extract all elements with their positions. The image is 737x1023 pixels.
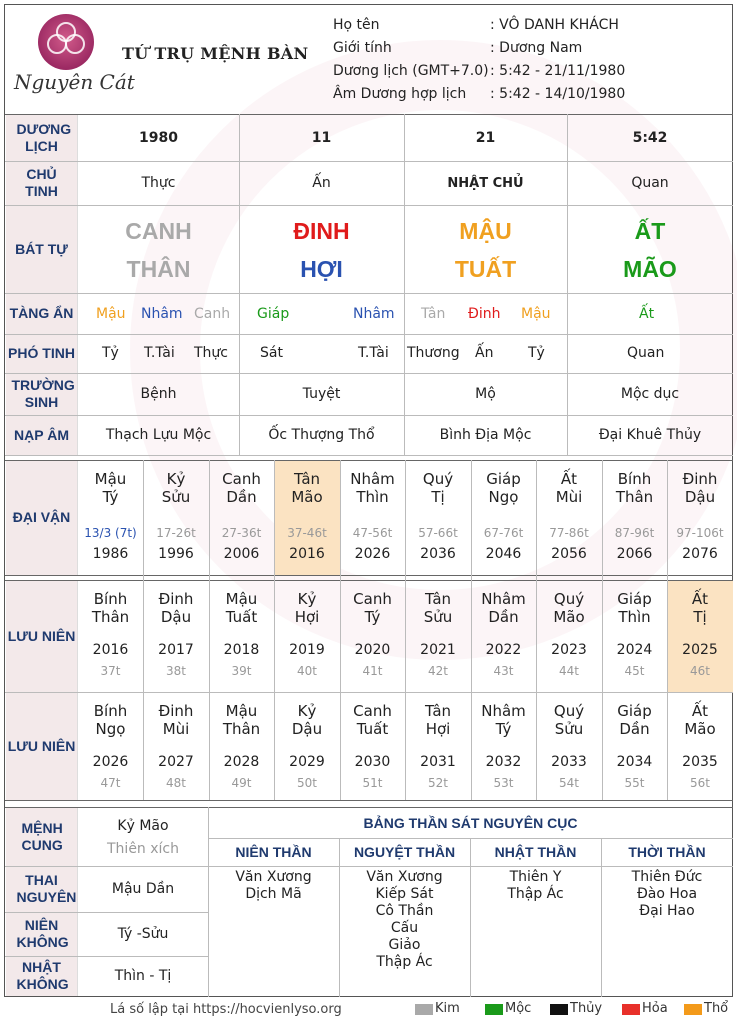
label-nien-khong: NIÊN KHÔNG xyxy=(6,912,78,956)
luu-nien-1-ganzhi xyxy=(340,590,405,626)
truong-sinh-month: Tuyệt xyxy=(302,386,341,402)
luu-nien-2-age: 47t xyxy=(100,776,121,790)
luu-nien-1-year: 2018 xyxy=(223,642,260,658)
luu-nien-1-age: 44t xyxy=(559,664,579,678)
luu-nien-1-year: 2021 xyxy=(420,642,456,658)
chi-label: Dậu xyxy=(160,608,192,626)
list-item: Cô Thần xyxy=(375,903,434,919)
luu-nien-1-age: 43t xyxy=(493,664,514,678)
chi-label: Tý xyxy=(495,720,512,738)
nhat-khong-value: Thìn - Tị xyxy=(114,968,172,984)
bat-tu-year-can: CANH xyxy=(125,218,192,244)
bat-tu-month-can: ĐINH xyxy=(293,218,350,244)
dai-van-ganzhi xyxy=(209,470,274,506)
luu-nien-1-ganzhi xyxy=(209,590,274,626)
label-chu-tinh: CHỦ TINH xyxy=(6,161,78,205)
luu-nien-2-age: 54t xyxy=(559,776,579,790)
luu-nien-2-ganzhi xyxy=(602,702,667,738)
solar-day: 21 xyxy=(475,130,496,146)
pho-tinh-year-2: T.Tài xyxy=(144,345,175,361)
list-item: Kiếp Sát xyxy=(375,886,434,902)
bat-tu-hour-can: ẤT xyxy=(634,218,666,244)
chi-label: Thân xyxy=(615,488,654,506)
dai-van-ganzhi xyxy=(274,470,340,506)
brand-logo-icon xyxy=(38,14,94,70)
dai-van-ganzhi xyxy=(602,470,667,506)
can-label: Nhâm xyxy=(481,590,526,608)
solar-year: 1980 xyxy=(139,130,178,146)
label-pho-tinh: PHÓ TINH xyxy=(6,334,78,373)
pho-tinh-day-1: Thương xyxy=(407,345,460,361)
solar-hour: 5:42 xyxy=(632,130,668,146)
can-label: Nhâm xyxy=(350,470,395,488)
list-item: Thập Ác xyxy=(507,886,564,902)
chu-tinh-hour: Quan xyxy=(631,175,669,191)
can-label: Canh xyxy=(353,590,392,608)
luu-nien-1-year: 2019 xyxy=(289,642,325,658)
nien-than-header: NIÊN THẦN xyxy=(235,844,312,860)
can-label: Giáp xyxy=(486,470,521,488)
can-label: Ất xyxy=(691,590,709,608)
bat-tu-day-chi: TUẤT xyxy=(454,256,517,282)
label-luu-nien-1: LƯU NIÊN xyxy=(6,580,78,692)
luu-nien-2-ganzhi xyxy=(405,702,471,738)
legend-swatch xyxy=(684,1004,702,1015)
info-value-lunar: : 5:42 - 14/10/1980 xyxy=(490,86,626,102)
tang-an-year-2: Nhâm xyxy=(141,306,183,322)
chi-label: Thân xyxy=(91,608,130,626)
pho-tinh-month-1: Sát xyxy=(260,345,283,361)
info-value-solar: : 5:42 - 21/11/1980 xyxy=(490,63,626,79)
luu-nien-1-year: 2016 xyxy=(92,642,129,658)
label-nap-am: NẠP ÂM xyxy=(6,415,78,455)
dai-van-ganzhi xyxy=(471,470,536,506)
dai-van-year: 1996 xyxy=(158,546,194,562)
chi-label: Mão xyxy=(553,608,585,626)
can-label: Bính xyxy=(93,702,128,720)
chu-tinh-day: NHẬT CHỦ xyxy=(447,175,524,191)
can-label: Kỷ xyxy=(297,702,317,720)
luu-nien-1-ganzhi xyxy=(536,590,602,626)
tang-an-month-2: Nhâm xyxy=(353,306,395,322)
label-nhat-khong: NHẬT KHÔNG xyxy=(6,956,78,996)
dai-van-year: 2076 xyxy=(682,546,718,562)
legend-swatch xyxy=(622,1004,640,1015)
info-label-name: Họ tên xyxy=(333,17,380,33)
luu-nien-2-year: 2033 xyxy=(551,754,587,770)
nap-am-day: Bình Địa Mộc xyxy=(439,427,532,443)
dai-van-range: 57-66t xyxy=(418,526,458,540)
luu-nien-1-age: 37t xyxy=(100,664,121,678)
chi-label: Dần xyxy=(619,720,650,738)
luu-nien-1-year: 2020 xyxy=(354,642,391,658)
luu-nien-2-age: 56t xyxy=(690,776,710,790)
tang-an-day-2: Đinh xyxy=(468,306,501,322)
chi-label: Ngọ xyxy=(95,720,126,738)
thoi-than-header: THỜI THẦN xyxy=(628,844,706,860)
list-item: Văn Xương xyxy=(235,869,312,885)
luu-nien-1-age: 42t xyxy=(428,664,448,678)
luu-nien-1-year: 2017 xyxy=(158,642,194,658)
list-item: Cấu xyxy=(390,920,419,936)
nguyet-than-header: NGUYỆT THẦN xyxy=(353,844,456,860)
legend-label: Hỏa xyxy=(642,1001,668,1016)
luu-nien-2-year: 2026 xyxy=(92,754,129,770)
dai-van-year: 2036 xyxy=(420,546,456,562)
luu-nien-2-year: 2027 xyxy=(158,754,194,770)
pho-tinh-day-2: Ấn xyxy=(475,345,494,361)
dai-van-year: 2026 xyxy=(354,546,391,562)
chi-label: Mão xyxy=(291,488,323,506)
list-item: Đào Hoa xyxy=(636,886,698,902)
list-item: Văn Xương xyxy=(366,869,443,885)
luu-nien-2-ganzhi xyxy=(78,702,143,738)
list-item: Giảo xyxy=(388,937,421,953)
label-truong-sinh: TRƯỜNG SINH xyxy=(6,373,78,415)
info-label-lunar: Âm Dương hợp lịch xyxy=(333,86,467,102)
chu-tinh-month: Ấn xyxy=(312,175,331,191)
chi-label: Hợi xyxy=(425,720,451,738)
nhat-than-header: NHẬT THẦN xyxy=(494,844,577,860)
can-label: Canh xyxy=(353,702,392,720)
truong-sinh-hour: Mộc dục xyxy=(620,386,680,402)
list-item: Thập Ác xyxy=(376,954,433,970)
dai-van-ganzhi xyxy=(536,470,602,506)
luu-nien-2-year: 2034 xyxy=(616,754,653,770)
chi-label: Mùi xyxy=(555,488,583,506)
luu-nien-1-year: 2023 xyxy=(551,642,587,658)
chu-tinh-year: Thực xyxy=(141,175,176,191)
luu-nien-1-ganzhi xyxy=(78,590,143,626)
dai-van-range: 77-86t xyxy=(549,526,589,540)
tang-an-month-1: Giáp xyxy=(257,306,290,322)
can-label: Giáp xyxy=(617,702,652,720)
can-label: Nhâm xyxy=(481,702,526,720)
pho-tinh-year-1: Tỷ xyxy=(102,345,119,361)
bat-tu-month xyxy=(239,210,404,290)
luu-nien-2-ganzhi xyxy=(209,702,274,738)
luu-nien-2-age: 52t xyxy=(428,776,448,790)
tang-an-year-1: Mậu xyxy=(96,306,126,322)
luu-nien-2-ganzhi xyxy=(536,702,602,738)
luu-nien-1-age: 38t xyxy=(166,664,186,678)
chi-label: Tị xyxy=(693,608,707,626)
bat-tu-day xyxy=(404,210,567,290)
chi-label: Mão xyxy=(684,720,716,738)
can-label: Canh xyxy=(222,470,261,488)
tang-an-day-1: Tân xyxy=(421,306,446,322)
thoi-than-list xyxy=(601,869,733,920)
dai-van-range: 17-26t xyxy=(156,526,196,540)
truong-sinh-year: Bệnh xyxy=(140,386,177,402)
info-label-gender: Giới tính xyxy=(333,40,392,56)
luu-nien-2-year: 2032 xyxy=(485,754,522,770)
luu-nien-2-year: 2029 xyxy=(289,754,325,770)
dai-van-range: 67-76t xyxy=(483,526,524,540)
legend-swatch xyxy=(550,1004,568,1015)
solar-month: 11 xyxy=(311,130,332,146)
luu-nien-1-ganzhi xyxy=(143,590,209,626)
label-duong-lich: DƯƠNG LỊCH xyxy=(6,115,78,161)
info-label-solar: Dương lịch (GMT+7.0) xyxy=(333,63,489,79)
nhat-than-list xyxy=(470,869,601,903)
nien-khong-value: Tý -Sửu xyxy=(117,926,169,942)
luu-nien-2-ganzhi xyxy=(471,702,536,738)
luu-nien-2-ganzhi xyxy=(143,702,209,738)
dai-van-range: 37-46t xyxy=(287,526,327,540)
pho-tinh-day-3: Tỷ xyxy=(528,345,545,361)
dai-van-year: 1986 xyxy=(92,546,129,562)
tang-an-year-3: Canh xyxy=(194,306,231,322)
dai-van-ganzhi xyxy=(667,470,733,506)
chi-label: Mùi xyxy=(162,720,190,738)
chi-label: Dậu xyxy=(684,488,716,506)
chi-label: Sửu xyxy=(423,608,453,626)
luu-nien-1-age: 45t xyxy=(624,664,645,678)
luu-nien-2-age: 48t xyxy=(166,776,186,790)
can-label: Tân xyxy=(293,470,321,488)
dai-van-ganzhi xyxy=(405,470,471,506)
luu-nien-2-age: 53t xyxy=(493,776,514,790)
tang-an-day-3: Mậu xyxy=(521,306,551,322)
menh-cung-value: Kỷ Mão xyxy=(117,818,169,834)
legend-label: Mộc xyxy=(505,1001,532,1016)
chi-label: Tý xyxy=(364,608,381,626)
label-tang-an: TÀNG ẨN xyxy=(6,293,78,334)
chi-label: Tuất xyxy=(225,608,258,626)
can-label: Ất xyxy=(691,702,709,720)
can-label: Tân xyxy=(424,590,452,608)
chi-label: Dần xyxy=(226,488,257,506)
info-value-gender: : Dương Nam xyxy=(490,40,583,56)
legend-swatch xyxy=(485,1004,503,1015)
dai-van-ganzhi xyxy=(340,470,405,506)
pho-tinh-year-3: Thực xyxy=(194,345,228,361)
list-item: Dịch Mã xyxy=(245,886,302,902)
legend-label: Thủy xyxy=(570,1001,603,1016)
nap-am-year: Thạch Lựu Mộc xyxy=(105,427,212,443)
luu-nien-2-ganzhi xyxy=(340,702,405,738)
dai-van-range: 97-106t xyxy=(676,526,724,540)
menh-cung-sub: Thiên xích xyxy=(107,841,179,857)
chi-label: Thân xyxy=(222,720,261,738)
luu-nien-1-ganzhi xyxy=(471,590,536,626)
bat-tu-day-can: MẬU xyxy=(459,218,512,244)
luu-nien-1-ganzhi xyxy=(602,590,667,626)
list-item: Thiên Đức xyxy=(631,869,703,885)
chi-label: Sửu xyxy=(161,488,191,506)
can-label: Mậu xyxy=(225,702,258,720)
can-label: Bính xyxy=(617,470,652,488)
can-label: Giáp xyxy=(617,590,652,608)
bat-tu-month-chi: HỢI xyxy=(300,256,343,282)
legend-label: Thổ xyxy=(704,1001,729,1016)
legend-swatch xyxy=(415,1004,433,1015)
luu-nien-2-ganzhi xyxy=(274,702,340,738)
luu-nien-2-year: 2035 xyxy=(682,754,718,770)
nap-am-month: Ốc Thượng Thổ xyxy=(268,427,375,443)
dai-van-range: 27-36t xyxy=(221,526,262,540)
pho-tinh-month-2: T.Tài xyxy=(358,345,389,361)
dai-van-range: 13/3 (7t) xyxy=(84,526,137,540)
thai-nguyen-value: Mậu Dần xyxy=(111,881,175,897)
bat-tu-hour xyxy=(567,210,733,290)
luu-nien-2-age: 55t xyxy=(624,776,645,790)
luu-nien-1-ganzhi xyxy=(405,590,471,626)
can-label: Kỷ xyxy=(166,470,186,488)
tang-an-hour-1: Ất xyxy=(639,306,655,322)
luu-nien-1-year: 2024 xyxy=(616,642,653,658)
label-dai-van: ĐẠI VẬN xyxy=(6,460,78,575)
luu-nien-1-year: 2025 xyxy=(682,642,718,658)
chi-label: Tuất xyxy=(356,720,389,738)
bat-tu-year xyxy=(78,210,239,290)
page-title: TỨ TRỤ MỆNH BÀN xyxy=(122,44,309,63)
nguyet-than-list xyxy=(339,869,470,971)
can-label: Kỷ xyxy=(297,590,317,608)
luu-nien-1-age: 40t xyxy=(297,664,317,678)
label-luu-nien-2: LƯU NIÊN xyxy=(6,692,78,800)
luu-nien-1-age: 41t xyxy=(362,664,383,678)
dai-van-year: 2016 xyxy=(289,546,325,562)
luu-nien-1-age: 39t xyxy=(231,664,252,678)
can-label: Đinh xyxy=(158,702,194,720)
legend-label: Kim xyxy=(435,1001,460,1016)
chi-label: Dậu xyxy=(291,720,323,738)
chi-label: Tý xyxy=(102,488,119,506)
dai-van-range: 47-56t xyxy=(352,526,393,540)
can-label: Quý xyxy=(553,702,585,720)
truong-sinh-day: Mộ xyxy=(475,386,496,402)
can-label: Ất xyxy=(560,470,578,488)
luu-nien-1-year: 2022 xyxy=(485,642,522,658)
can-label: Đinh xyxy=(682,470,718,488)
than-sat-title: BẢNG THẦN SÁT NGUYÊN CỤC xyxy=(363,815,578,831)
info-value-name: : VÔ DANH KHÁCH xyxy=(490,17,619,33)
can-label: Quý xyxy=(422,470,454,488)
luu-nien-2-ganzhi xyxy=(667,702,733,738)
chi-label: Dần xyxy=(488,608,519,626)
luu-nien-2-age: 49t xyxy=(231,776,252,790)
luu-nien-2-age: 50t xyxy=(297,776,317,790)
can-label: Bính xyxy=(93,590,128,608)
luu-nien-1-ganzhi xyxy=(274,590,340,626)
luu-nien-2-age: 51t xyxy=(362,776,383,790)
dai-van-year: 2046 xyxy=(485,546,522,562)
dai-van-ganzhi xyxy=(143,470,209,506)
chi-label: Thìn xyxy=(356,488,389,506)
chi-label: Tị xyxy=(431,488,445,506)
can-label: Mậu xyxy=(225,590,258,608)
chi-label: Thìn xyxy=(618,608,651,626)
pho-tinh-hour-1: Quan xyxy=(627,345,665,361)
luu-nien-1-ganzhi xyxy=(667,590,733,626)
dai-van-year: 2066 xyxy=(616,546,653,562)
chi-label: Hợi xyxy=(294,608,320,626)
luu-nien-1-age: 46t xyxy=(690,664,710,678)
list-item: Thiên Y xyxy=(509,869,562,885)
chi-label: Sửu xyxy=(554,720,584,738)
can-label: Đinh xyxy=(158,590,194,608)
label-menh-cung: MỆNH CUNG xyxy=(6,808,78,866)
luu-nien-2-year: 2028 xyxy=(223,754,260,770)
chi-label: Ngọ xyxy=(488,488,519,506)
footer-credit: Lá số lập tại https://hocvienlyso.org xyxy=(110,1002,342,1017)
dai-van-year: 2006 xyxy=(223,546,260,562)
can-label: Mậu xyxy=(94,470,127,488)
label-thai-nguyen: THAI NGUYÊN xyxy=(6,866,78,912)
nap-am-hour: Đại Khuê Thủy xyxy=(598,427,702,443)
luu-nien-2-year: 2031 xyxy=(420,754,456,770)
can-label: Quý xyxy=(553,590,585,608)
nien-than-list xyxy=(208,869,339,903)
brand-name: Nguyên Cát xyxy=(14,70,135,94)
label-bat-tu: BÁT TỰ xyxy=(6,205,78,293)
can-label: Tân xyxy=(424,702,452,720)
bat-tu-hour-chi: MÃO xyxy=(623,256,677,282)
dai-van-ganzhi xyxy=(78,470,143,506)
dai-van-range: 87-96t xyxy=(614,526,655,540)
bat-tu-year-chi: THÂN xyxy=(126,256,191,282)
list-item: Đại Hao xyxy=(639,903,695,919)
dai-van-year: 2056 xyxy=(551,546,587,562)
luu-nien-2-year: 2030 xyxy=(354,754,391,770)
